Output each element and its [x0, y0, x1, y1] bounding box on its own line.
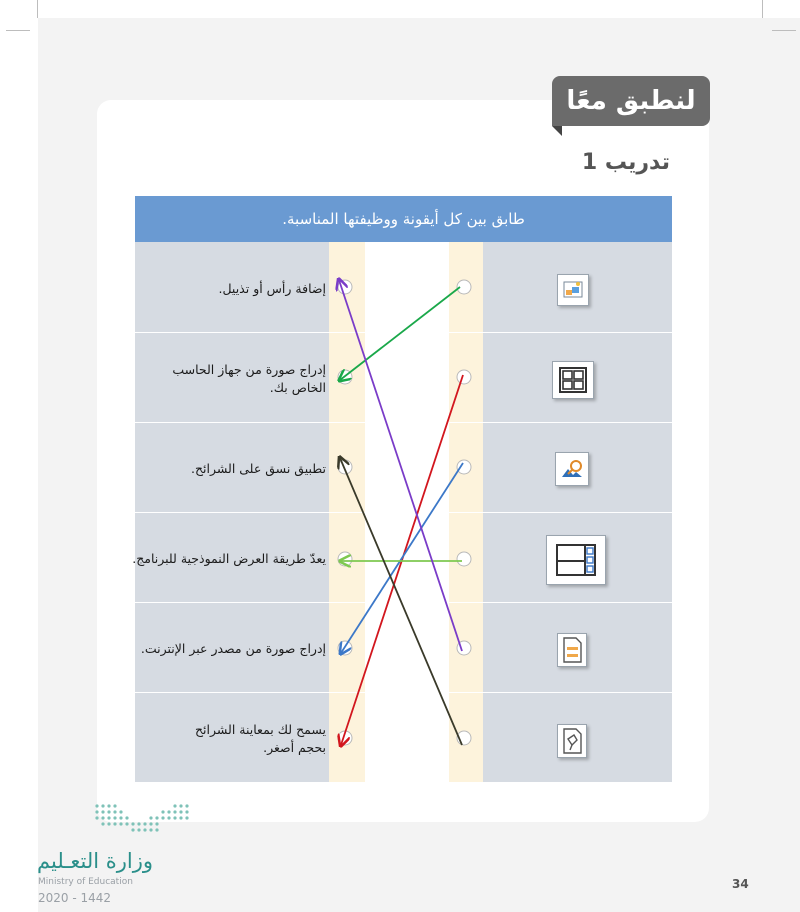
match-line-red: [341, 375, 463, 745]
description-6: يسمح لك بمعاينة الشرائح بحجم أصغر.: [194, 722, 326, 756]
description-5: إدراج صورة من مصدر عبر الإنترنت.: [140, 641, 326, 656]
table-header: طابق بين كل أيقونة ووظيفتها المناسبة.: [135, 196, 672, 242]
section-title-banner: لنطبق معًا: [552, 76, 710, 126]
match-line-blue: [341, 463, 463, 653]
description-4: يعدّ طريقة العرض النموذجية للبرنامج.: [132, 551, 326, 566]
description-3: تطبيق نسق على الشرائح.: [190, 461, 326, 476]
match-line-purple: [339, 280, 462, 651]
ministry-logo-mark: [95, 804, 188, 831]
description-1: إضافة رأس أو تذييل.: [218, 281, 326, 296]
description-2: إدراج صورة من جهاز الحاسب الخاص بك.: [172, 362, 326, 396]
icon-dot-4: [457, 552, 471, 566]
ministry-logo-english: Ministry of Education: [38, 877, 133, 887]
desc-dot-4: [338, 552, 352, 566]
ministry-logo-years: 2020 - 1442: [38, 891, 112, 905]
icon-dot-3: [457, 460, 471, 474]
match-line-green: [340, 287, 460, 380]
match-line-dark: [340, 458, 462, 745]
ministry-logo-arabic: وزارة التعـليم: [37, 849, 154, 873]
page-number: 34: [732, 877, 749, 891]
exercise-title: تدريب 1: [581, 150, 670, 175]
icon-dot-2: [457, 370, 471, 384]
